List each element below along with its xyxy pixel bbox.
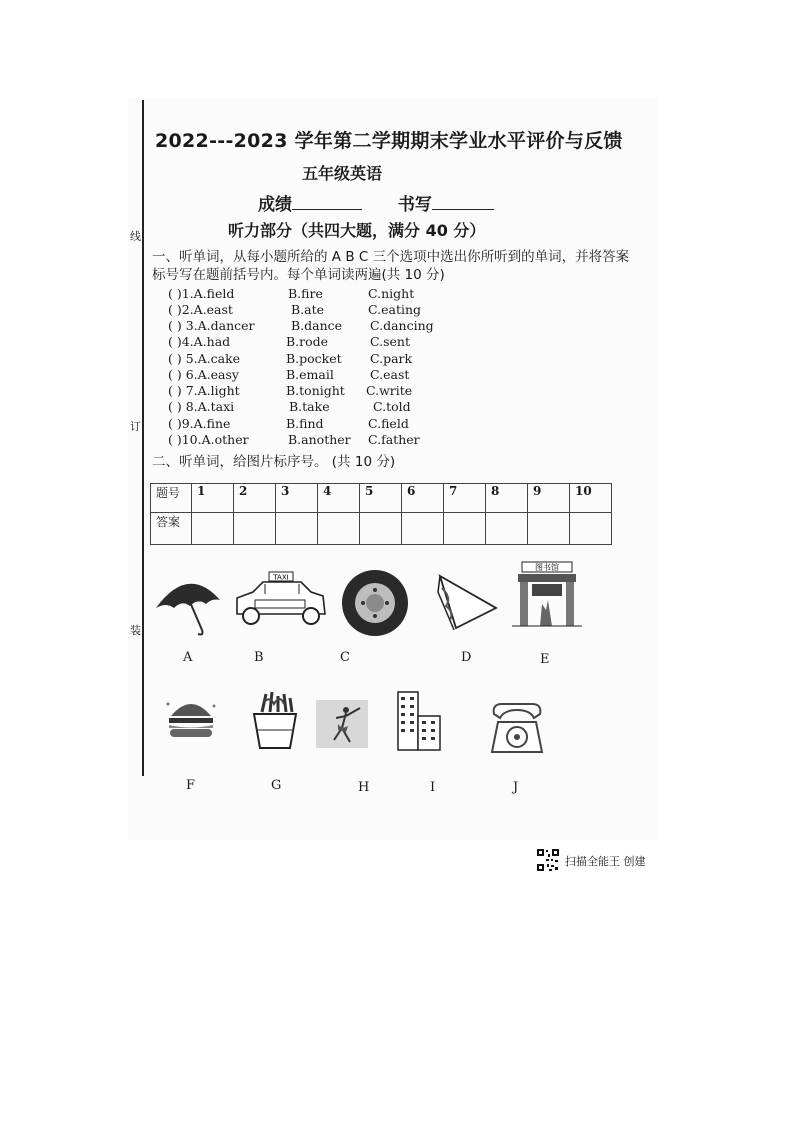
picture-label-e: E [540, 652, 550, 667]
taxi-sign-text: TAXI [273, 573, 289, 582]
writing-blank[interactable] [432, 195, 494, 210]
question-option-a[interactable]: ( )9.A.fine [168, 416, 231, 431]
telephone-icon [484, 700, 550, 760]
section1-instruction: 一、听单词，从每小题所给的 A B C 三个选项中选出你所听到的单词，并将答案标号写在题前括号内。每个单词读两遍(共 10 分) [152, 249, 630, 283]
hamburger-icon [165, 692, 217, 744]
library-icon [512, 560, 582, 632]
qr-code-icon [536, 848, 560, 872]
question-option-c: C.park [370, 351, 413, 366]
question-row [168, 399, 468, 415]
scanner-watermark: 扫描全能王 创建 [565, 855, 646, 868]
question-row [168, 351, 468, 367]
question-option-a[interactable]: ( ) 8.A.taxi [168, 399, 235, 414]
question-row [168, 383, 468, 399]
fries-icon [248, 690, 302, 752]
question-row [168, 432, 468, 448]
answer-cell[interactable] [444, 513, 486, 545]
picture-label-d: D [461, 650, 472, 665]
answer-cell[interactable] [402, 513, 444, 545]
question-option-b: B.tonight [286, 383, 345, 398]
umbrella-icon [152, 572, 224, 636]
question-option-a[interactable]: ( )10.A.other [168, 432, 249, 447]
library-sign-text: 图书馆 [535, 563, 559, 572]
question-option-a[interactable]: ( ) 3.A.dancer [168, 318, 255, 333]
question-option-b: B.take [289, 399, 330, 414]
answer-cell[interactable] [192, 513, 234, 545]
table-number-cell: 5 [360, 484, 402, 513]
question-row [168, 302, 468, 318]
exam-title: 2022---2023 学年第二学期期末学业水平评价与反馈 [155, 130, 623, 152]
binding-char-zhuang: 装 [130, 624, 141, 637]
picture-label-i: I [430, 780, 436, 795]
question-option-c: C.write [366, 383, 413, 398]
picture-label-g: G [271, 778, 282, 793]
question-option-b: B.fire [288, 286, 323, 301]
picture-label-j: J [513, 780, 519, 795]
question-option-c: C.told [373, 399, 411, 414]
question-option-c: C.east [370, 367, 410, 382]
question-option-a[interactable]: ( ) 5.A.cake [168, 351, 241, 366]
answer-cell[interactable] [528, 513, 570, 545]
question-row [168, 318, 468, 334]
score-writing-line [258, 190, 494, 215]
question-option-b: B.ate [291, 302, 325, 317]
buildings-icon [396, 688, 444, 752]
question-option-b: B.rode [286, 334, 329, 349]
sandwich-icon [432, 568, 502, 634]
listening-section-title: 听力部分（共四大题，满分 40 分） [228, 221, 486, 240]
answer-cell[interactable] [486, 513, 528, 545]
table-number-cell: 1 [192, 484, 234, 513]
table-header-answer: 答案 [151, 513, 192, 545]
picture-label-f: F [186, 778, 196, 793]
answer-cell[interactable] [234, 513, 276, 545]
dancer-icon [316, 700, 368, 748]
taxi-icon [233, 570, 329, 630]
question-option-b: B.find [286, 416, 324, 431]
table-number-cell: 8 [486, 484, 528, 513]
picture-label-a: A [183, 650, 193, 665]
question-option-a[interactable]: ( ) 6.A.easy [168, 367, 239, 382]
score-blank[interactable] [292, 195, 362, 210]
question-row [168, 367, 468, 383]
question-row [168, 334, 468, 350]
table-number-cell: 10 [570, 484, 612, 513]
question-option-b: B.email [286, 367, 334, 382]
tire-icon [340, 568, 410, 638]
picture-label-c: C [340, 650, 350, 665]
question-option-c: C.father [368, 432, 420, 447]
question-row [168, 416, 468, 432]
question-option-a[interactable]: ( )4.A.had [168, 334, 231, 349]
table-number-cell: 2 [234, 484, 276, 513]
question-option-b: B.another [288, 432, 351, 447]
answer-cell[interactable] [360, 513, 402, 545]
table-number-cell: 9 [528, 484, 570, 513]
question-option-b: B.dance [291, 318, 343, 333]
question-option-c: C.night [368, 286, 415, 301]
question-option-c: C.sent [370, 334, 410, 349]
question-option-a[interactable]: ( )2.A.east [168, 302, 233, 317]
picture-label-b: B [254, 650, 264, 665]
question-option-a[interactable]: ( )1.A.field [168, 286, 235, 301]
question-option-c: C.eating [368, 302, 422, 317]
answer-cell[interactable] [318, 513, 360, 545]
table-number-cell: 4 [318, 484, 360, 513]
table-header-number: 题号 [151, 484, 192, 513]
question-row [168, 286, 468, 302]
writing-label: 书写 [397, 195, 432, 215]
answer-table [150, 483, 612, 545]
picture-label-h: H [358, 780, 370, 795]
table-number-cell: 6 [402, 484, 444, 513]
binding-char-ding: 订 [130, 420, 141, 433]
score-label: 成绩 [258, 195, 292, 215]
answer-cell[interactable] [570, 513, 612, 545]
section2-instruction: 二、听单词，给图片标序号。 (共 10 分) [152, 454, 396, 470]
question-option-c: C.dancing [370, 318, 434, 333]
binding-char-xian: 线 [130, 230, 141, 243]
answer-cell[interactable] [276, 513, 318, 545]
table-number-cell: 7 [444, 484, 486, 513]
question-option-b: B.pocket [286, 351, 342, 366]
table-number-cell: 3 [276, 484, 318, 513]
binding-line [142, 100, 144, 776]
question-option-c: C.field [368, 416, 409, 431]
exam-subtitle: 五年级英语 [302, 164, 383, 183]
question-option-a[interactable]: ( ) 7.A.light [168, 383, 240, 398]
